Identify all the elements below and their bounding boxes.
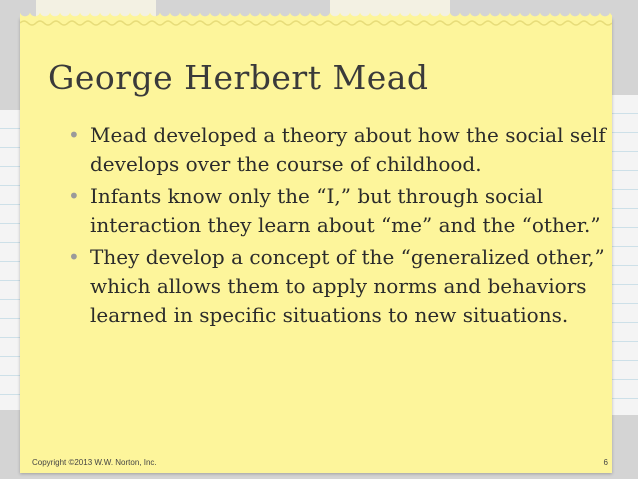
- sticky-note-card: [20, 18, 612, 473]
- bullet-item: [66, 243, 606, 330]
- bullet-icon: •: [68, 245, 80, 269]
- bullet-text: Mead developed a theory about how the social self develops over the course of childhood.: [90, 123, 606, 176]
- bullet-text: They develop a concept of the “generalized other,” which allows them to apply norms and behaviors learned in specific situations to new situations.: [90, 245, 605, 327]
- copyright-notice: Copyright ©2013 W.W. Norton, Inc.: [32, 458, 157, 467]
- bullet-icon: •: [68, 123, 80, 147]
- wavy-top-edge: [20, 18, 612, 28]
- page-number: 6: [603, 458, 608, 467]
- bullet-item: [66, 121, 606, 179]
- slide-title: George Herbert Mead: [48, 58, 429, 97]
- bullet-text: Infants know only the “I,” but through social interaction they learn about “me” and the “other.”: [90, 184, 601, 237]
- bullet-icon: •: [68, 184, 80, 208]
- bullet-list: [66, 121, 606, 333]
- bullet-item: [66, 182, 606, 240]
